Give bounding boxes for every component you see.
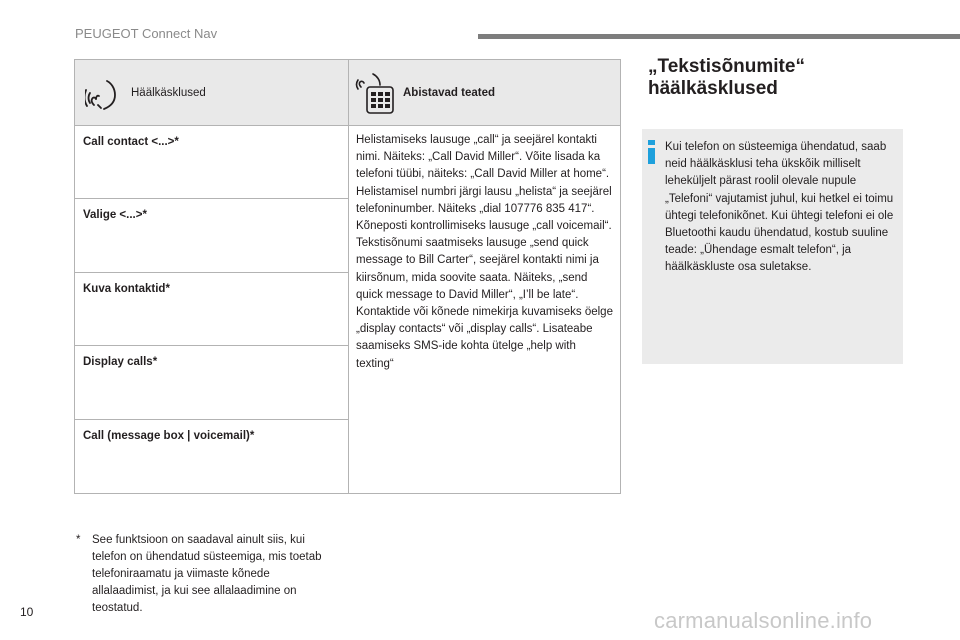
table-row	[75, 273, 348, 346]
table-row	[75, 126, 348, 199]
footnote-mark: *	[142, 209, 147, 222]
command-label: Valige <...>	[83, 209, 143, 222]
table-header	[75, 60, 620, 126]
footnote	[76, 532, 336, 617]
header-bar	[478, 34, 960, 39]
table-row	[75, 420, 348, 493]
table-row	[75, 346, 348, 419]
info-note	[642, 129, 903, 364]
section-title: „Tekstisõnumite“ häälkäsklused	[648, 56, 805, 99]
help-message-icon	[355, 71, 395, 115]
column-header-commands	[75, 60, 348, 126]
voice-commands-table	[74, 59, 621, 494]
help-messages-cell: Helistamiseks lausuge „call“ ja seejärel kontakti nimi. Näiteks: „Call David Miller“. Võite lisada ka telefoni tüübi, näiteks: „Call David Miller at home“. Helistamisel numbri järgi lausu „helista“ ja seejärel telefoninumber. Näiteks „dial 107776 835 417“. Kõneposti kontrollimiseks lausuge „call voicemail“. Tekstisõnumi saatmiseks lausuge „send quick message to Bill Carter“, seejärel kontakti nimi ja kiirsõnum, mida soovite saata. Näiteks, „send quick message to David Miller“, „I’ll be late“. Kontaktide või kõnede nimekirja kuvamiseks öelge „display contacts“ või „display calls“. Lisateabe saamiseks SMS-ide kohta ütelge „help with texting“	[348, 126, 620, 493]
command-label: Display calls	[83, 356, 153, 369]
footnote-mark: *	[174, 136, 179, 148]
info-icon	[648, 140, 656, 164]
commands-column	[75, 126, 348, 493]
command-label: Call (message box | voicemail)	[83, 429, 250, 442]
page-number: 10	[20, 605, 34, 619]
footnote-mark: *	[165, 282, 170, 295]
voice-command-icon	[85, 75, 123, 111]
footnote-star: *	[76, 534, 81, 546]
watermark: carmanualsonline.info	[654, 608, 873, 633]
info-note-text: Kui telefon on süsteemiga ühendatud, saab neid häälkäsklusi teha ükskõik milliselt leheküljelt pärast roolil olevale nupule „Telefoni“ vajutamist juhul, kui hetkel ei toimu ühtegi telefonikõnet. Kui ühtegi telefoni ei ole Bluetoothi kaudu ühendatud, kostub suuline teade: „Ühendage esmalt telefon“, ja häälkäskluste osa suletakse.	[665, 141, 894, 274]
command-label: Kuva kontaktid	[83, 282, 166, 295]
footnote-text: See funktsioon on saadaval ainult siis, kui telefon on ühendatud süsteemiga, mis toetab telefoniraamatu ja viimaste kõnede allalaadimist, ja kui see allalaadimine on teostatud.	[92, 534, 322, 614]
table-row	[75, 199, 348, 272]
footnote-mark: *	[152, 356, 158, 369]
column-header-messages	[348, 60, 620, 126]
footnote-mark: *	[249, 429, 255, 442]
column-header-messages-label: Abistavad teated	[403, 87, 496, 99]
header-title: PEUGEOT Connect Nav	[75, 26, 218, 41]
command-label: Call contact <...>	[83, 136, 175, 148]
column-header-commands-label: Häälkäsklused	[131, 87, 206, 99]
